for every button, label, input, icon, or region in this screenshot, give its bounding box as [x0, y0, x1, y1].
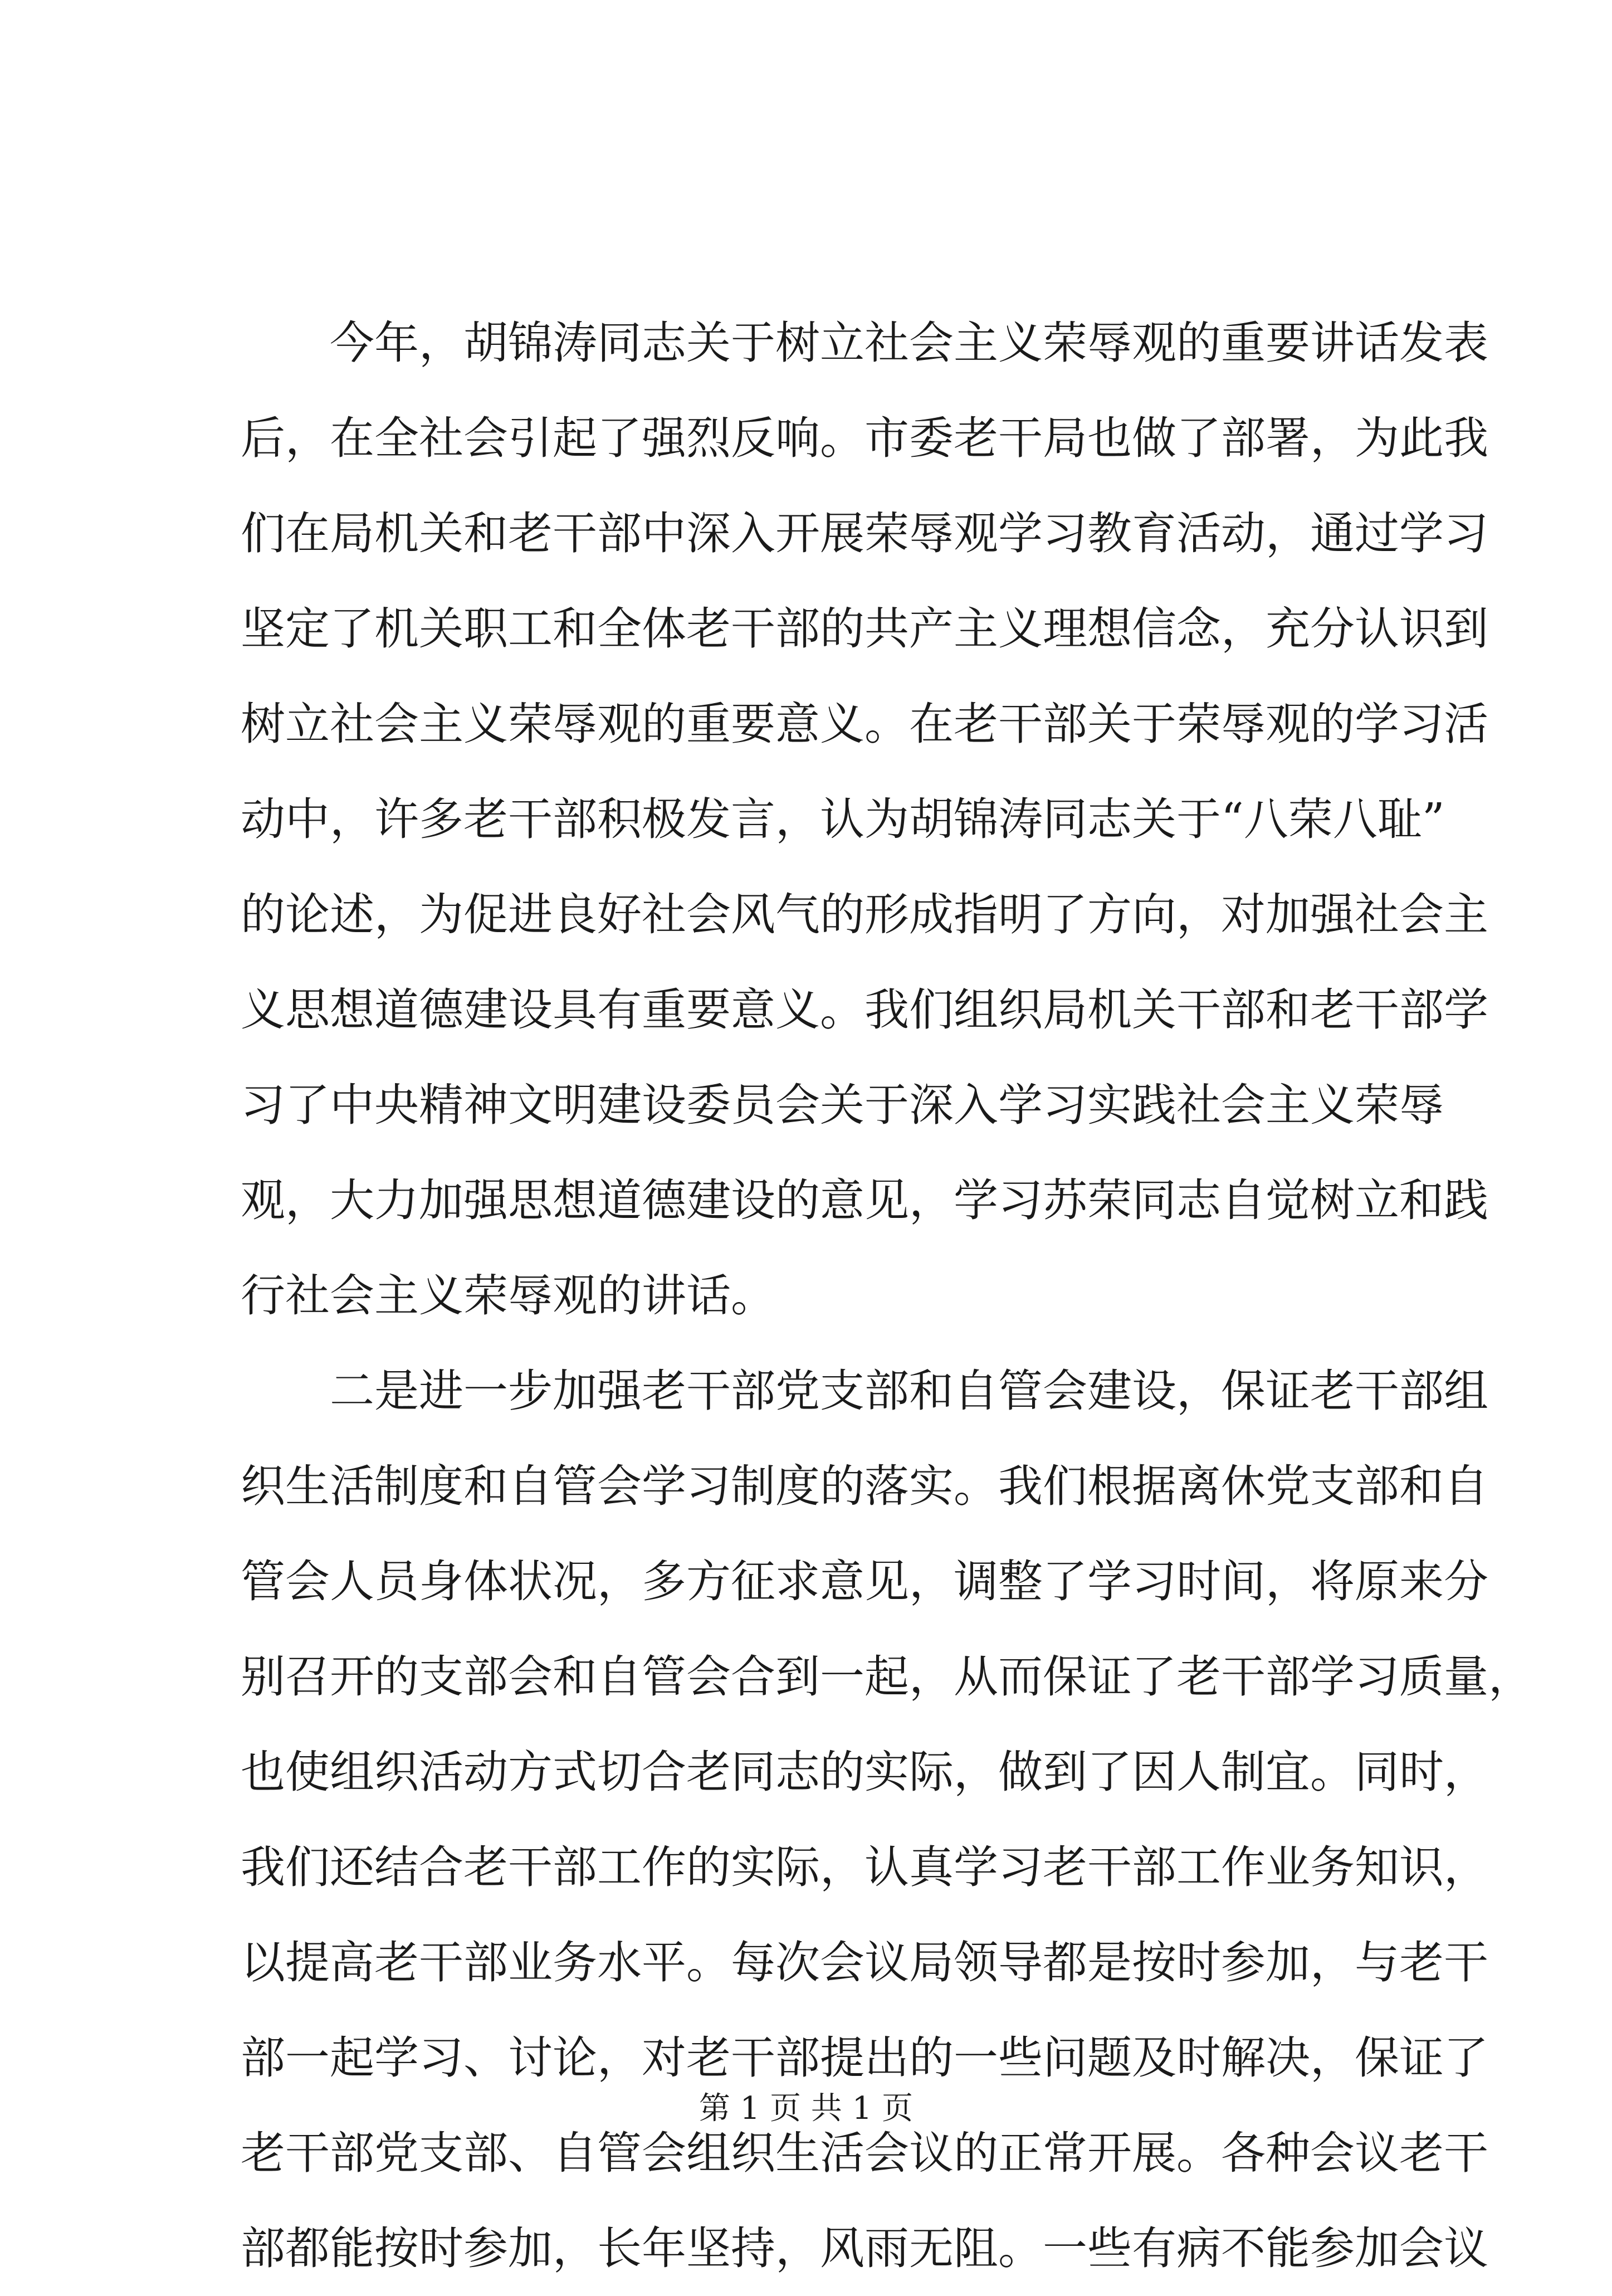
page-footer [0, 2089, 1612, 2128]
paragraph-line: 后，在全社会引起了强烈反响。市委老干局也做了部署，为此我 [241, 412, 1488, 464]
paragraph-line: 树立社会主义荣辱观的重要意义。在老干部关于荣辱观的学习活 [241, 698, 1488, 750]
document-body [241, 295, 1533, 2296]
paragraph-line: 义思想道德建设具有重要意义。我们组织局机关干部和老干部学 [241, 984, 1488, 1036]
paragraph-line: 今年，胡锦涛同志关于树立社会主义荣辱观的重要讲话发表 [330, 317, 1488, 369]
page-number-label: 第 1 页 共 1 页 [698, 2090, 914, 2127]
paragraph-line: 习了中央精神文明建设委员会关于深入学习实践社会主义荣辱 [241, 1079, 1444, 1131]
paragraph-line: 部都能按时参加，长年坚持，风雨无阻。一些有病不能参加会议 [241, 2222, 1488, 2274]
paragraph-line: 织生活制度和自管会学习制度的落实。我们根据离休党支部和自 [241, 1460, 1488, 1512]
paragraph-line: 部一起学习、讨论，对老干部提出的一些问题及时解决，保证了 [241, 2032, 1488, 2084]
paragraph-line: 我们还结合老干部工作的实际，认真学习老干部工作业务知识， [241, 1841, 1488, 1893]
paragraph-line: 们在局机关和老干部中深入开展荣辱观学习教育活动，通过学习 [241, 508, 1488, 559]
paragraph-line: 也使组织活动方式切合老同志的实际，做到了因人制宜。同时， [241, 1746, 1488, 1798]
paragraph-line: 行社会主义荣辱观的讲话。 [241, 1270, 775, 1322]
paragraph-line: 老干部党支部、自管会组织生活会议的正常开展。各种会议老干 [241, 2127, 1488, 2179]
paragraph-line: 以提高老干部业务水平。每次会议局领导都是按时参加，与老干 [241, 1937, 1488, 1988]
paragraph-line: 管会人员身体状况，多方征求意见，调整了学习时间，将原来分 [241, 1556, 1488, 1607]
paragraph-line: 别召开的支部会和自管会合到一起，从而保证了老干部学习质量， [241, 1651, 1533, 1703]
paragraph-line: 二是进一步加强老干部党支部和自管会建设，保证老干部组 [330, 1365, 1488, 1417]
paragraph-line: 坚定了机关职工和全体老干部的共产主义理想信念，充分认识到 [241, 603, 1488, 655]
paragraph-line: 观，大力加强思想道德建设的意见，学习苏荣同志自觉树立和践 [241, 1174, 1488, 1226]
paragraph-line: 的论述，为促进良好社会风气的形成指明了方向，对加强社会主 [241, 889, 1488, 940]
paragraph-line: 动中，许多老干部积极发言，认为胡锦涛同志关于“八荣八耻” [241, 793, 1445, 845]
